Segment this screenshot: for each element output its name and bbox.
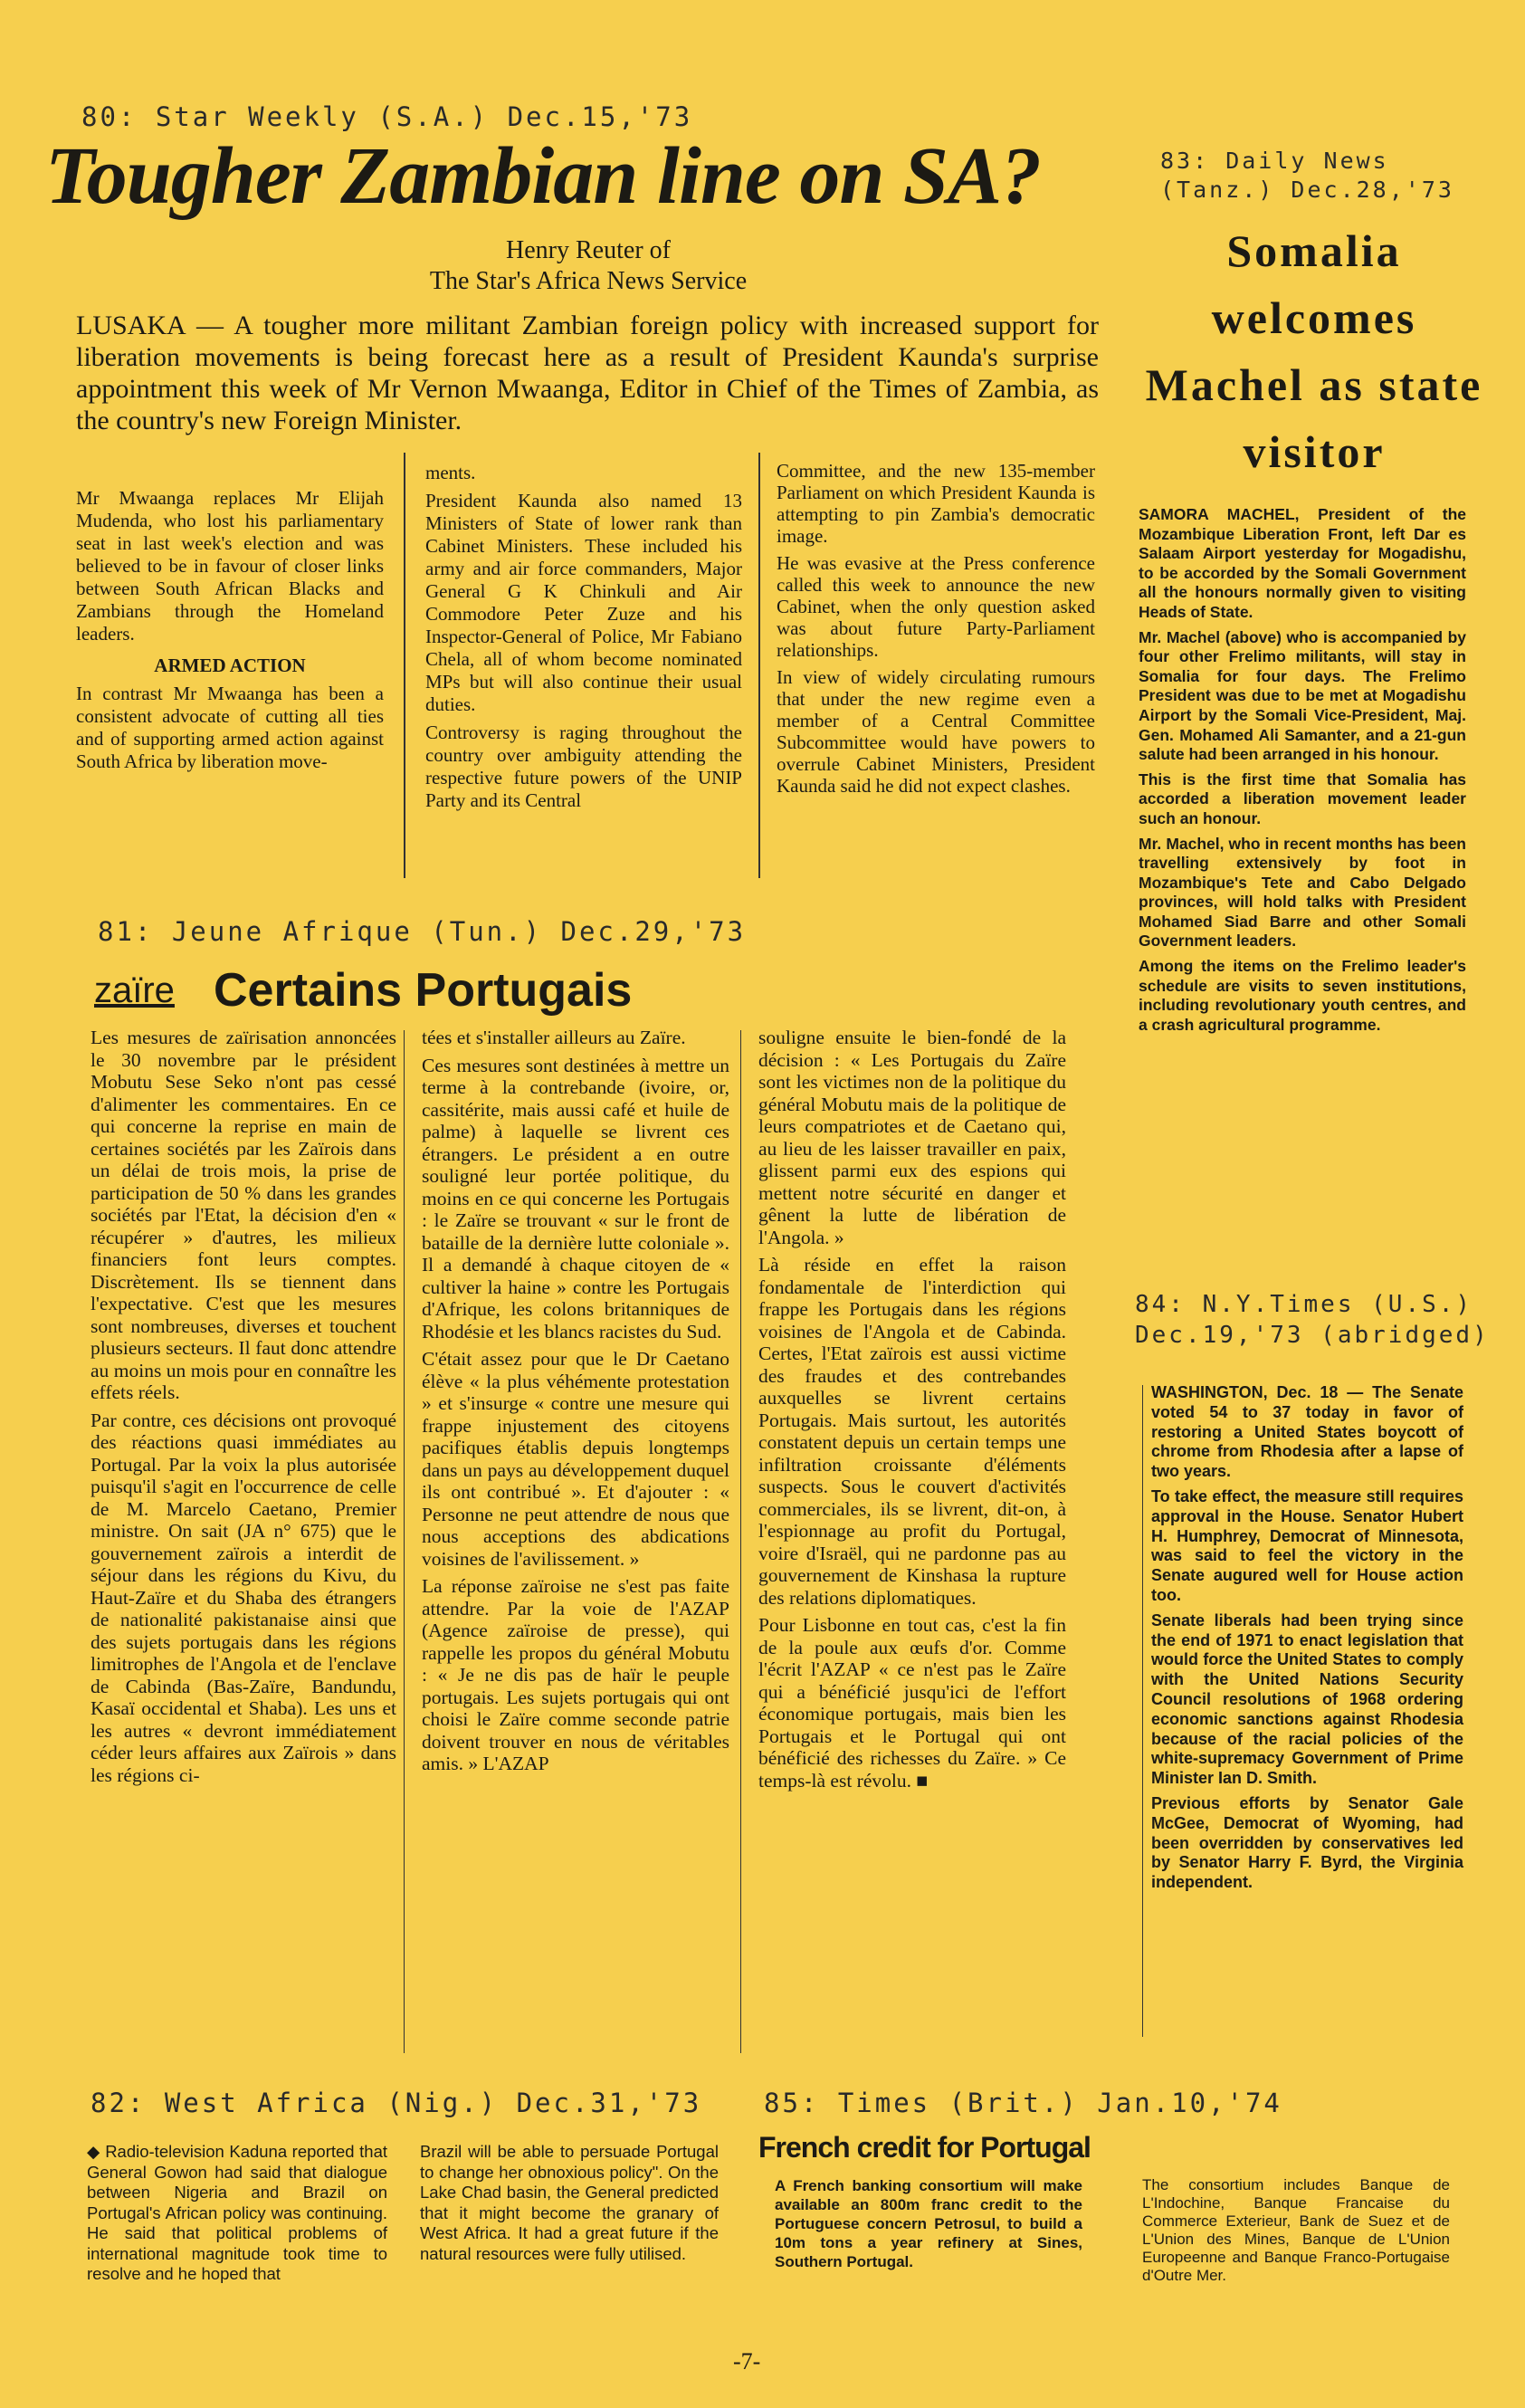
source-label-80: 80: Star Weekly (S.A.) Dec.15,'73: [81, 101, 693, 132]
paragraph: In contrast Mr Mwaanga has been a consistent advocate of cutting all ties and of supporting armed action against South Africa by liberation move-: [76, 683, 384, 772]
lead-paragraph-80: LUSAKA — A tougher more militant Zambian foreign policy with increased support for liberation movements is being forecast here as a result of President Kaunda's surprise appointment this week of Mr Vernon Mwaanga, Editor in Chief of the Times of Zambia, as the country's new Foreign Minister.: [76, 311, 1099, 435]
paragraph-text: Pour Lisbonne en tout cas, c'est la fin de la poule aux œufs d'or. Comme l'écrit l'AZAP « ce n'est pas le Zaïre qui a bénéficié jusqu'ici de l'effort économique portugais, mais bien les Portugais et le Portugal qui ont bénéficié des richesses du Zaïre. » Ce temps-là est révolu.: [758, 1614, 1066, 1792]
end-mark: ■: [916, 1769, 929, 1792]
paragraph: He was evasive at the Press conference called this week to announce the new Cabinet, when the only question asked was about future Party-Parliament relationships.: [777, 552, 1095, 661]
column-80-2: [425, 462, 742, 817]
paragraph: Ces mesures sont destinées à mettre un terme à la contrebande (ivoire, or, cassitérite, mais aussi café et huile de palme) à laquelle se livrent ces étrangers. Le président a en outre souligné leur portée politique, du moins en ce qui concerne les Portugais : le Zaïre se trouvant « sur le front de bataille de la dernière lutte coloniale ». Il a demandé à chaque citoyen de « cultiver la haine » contre les Portugais d'Afrique, les colons britanniques de Rhodésie et les blancs racistes du Sud.: [422, 1054, 729, 1343]
paragraph: [758, 1614, 1066, 1792]
paragraph: Mr Mwaanga replaces Mr Elijah Mudenda, who lost his parliamentary seat in last week's election and was believed to be in favour of closer links between South African Blacks and Zambians through the Homeland leaders.: [76, 487, 384, 645]
paragraph: Par contre, ces décisions ont provoqué des réactions quasi immédiates au Portugal. Par la voix la plus autorisée puisqu'il s'agit en l'occurrence de celle de M. Marcelo Caetano, Premier ministre. On sait (JA n° 675) que le gouvernement zaïrois a interdit de séjour dans les régions du Kivu, du Haut-Zaïre et du Shaba des étrangers de nationalité pakistanaise ainsi que des sujets portugais dans les régions limitrophes de l'Angola et de l'enclave de Cabinda (Bas-Zaïre, Bandundu, Kasaï occidental et Shaba). Les uns et les autres « devront immédiatement céder leurs affaires aux Zaïrois » dans les régions ci-: [91, 1409, 396, 1786]
byline-author: Henry Reuter of: [506, 236, 671, 264]
paragraph: Mr. Machel, who in recent months has been travelling extensively by foot in Mozambique's Tete and Cabo Delgado provinces, will hold talks with President Mohamed Siad Barre and other Somali Government leaders.: [1139, 834, 1466, 951]
paragraph: souligne ensuite le bien-fondé de la décision : « Les Portugais du Zaïre sont les victimes non de la politique du général Mobutu mais de la politique de leurs compatriotes et de Caetano qui, au lieu de les laisser travailler en paix, glissent parmi eux des espions qui mettent notre sécurité en danger et gênent la lutte de libération de l'Angola. »: [758, 1027, 1066, 1248]
paragraph: In view of widely circulating rumours that under the new regime even a member of a Central Committee Subcommittee would have powers to overrule Cabinet Ministers, President Kaunda said he did not expect clashes.: [777, 666, 1095, 797]
byline-80: [272, 235, 905, 297]
paragraph: President Kaunda also named 13 Ministers of State of lower rank than Cabinet Ministers. These included his army and air force commanders, Major General G K Chinkuli and Air Commodore Peter Zuze and his Inspector-General of Police, Mr Fabiano Chela, all of whom become nominated MPs but will also continue their usual duties.: [425, 490, 742, 715]
headline-81: Certains Portugais: [214, 964, 633, 1017]
column-82-1: [87, 2142, 387, 2285]
paragraph: La réponse zaïroise ne s'est pas faite attendre. Par la voie de l'AZAP (Agence zaïroise de presse), qui rappelle les propos du général Mobutu : « Je ne dis pas de haïr le peuple portugais. Les sujets portugais qui ont choisi le Zaïre comme seconde patrie doivent trouver en nous de véritables amis. » L'AZAP: [422, 1575, 729, 1774]
column-82-2: Brazil will be able to persuade Portugal to change her obnoxious policy". On the Lake Chad basin, the General predicted that it might become the granary of West Africa. It had a great future if the natural resources were fully utilised.: [420, 2142, 719, 2263]
column-81-2: [422, 1027, 729, 1781]
column-80-3: [777, 460, 1095, 802]
headline-83: Somalia welcomes Machel as state visitor: [1145, 225, 1483, 477]
paragraph: Les mesures de zaïrisation annoncées le 30 novembre par le président Mobutu Sese Seko n'ont pas cessé d'alimenter les commentaires. En ce qui concerne la reprise en main de certaines sociétés par les Zaïrois dans un délai de trois mois, la prise de participation de 50 % dans les grandes sociétés par l'Etat, la décision d'en « récupérer » d'autres, les milieux financiers font leurs comptes. Discrètement. Ils se tiennent dans l'expectative. C'est que les mesures sont nombreuses, diverses et touchent plusieurs secteurs. Il faut donc attendre au moins un mois pour en connaître les effets réels.: [91, 1027, 396, 1403]
paragraph: Radio-television Kaduna reported that General Gowon had said that dialogue between Nigeria and Brazil on Portugal's African policy was continuing. He said that political problems of international magnitude took time to resolve and he hoped that: [87, 2142, 387, 2283]
paragraph: ments.: [425, 462, 476, 483]
headline-80: Tougher Zambian line on SA?: [45, 131, 1041, 221]
subhead-armed-action: ARMED ACTION: [154, 655, 306, 676]
column-rule: [404, 453, 405, 878]
bullet-icon: ◆: [87, 2142, 100, 2161]
paragraph: Previous efforts by Senator Gale McGee, Democrat of Wyoming, had been overridden by conservatives led by Senator Harry F. Byrd, the Virginia independent.: [1151, 1793, 1463, 1892]
paragraph: C'était assez pour que le Dr Caetano élève « la plus véhémente protestation » et s'insurge « contre une mesure qui frappe injustement des citoyens pacifiques établis depuis longtemps dans un pays au développement duquel ils ont contribué ». Et d'ajouter : « Personne ne peut attendre de nous que nous acceptions des abdications voisines de l'avilissement. »: [422, 1348, 729, 1570]
paragraph: Committee, and the new 135-member Parliament on which President Kaunda is attempting to pin Zambia's democratic image.: [777, 460, 1095, 547]
paragraph: Là réside en effet la raison fondamentale de l'interdiction qui frappe les Portugais dans les régions voisines de l'Angola et de Cabinda. Certes, l'Etat zaïrois est aussi victime des fraudes et des contrebandes auxquelles se livrent certains Portugais. Mais surtout, les autorités constatent depuis un certain temps une infiltration croissante d'éléments suspects. Sous le couvert d'activités commerciales, ils se livrent, dit-on, à l'espionnage au profit du Portugal, voire d'Israël, qui ne pardonne pas au gouvernement de Kinshasa la rupture des relations diplomatiques.: [758, 1254, 1066, 1609]
source-label-83: 83: Daily News (Tanz.) Dec.28,'73: [1160, 148, 1454, 203]
source-label-85: 85: Times (Brit.) Jan.10,'74: [764, 2088, 1282, 2118]
column-rule: [1142, 1385, 1143, 2037]
page-number: -7-: [733, 2348, 761, 2375]
paragraph: SAMORA MACHEL, President of the Mozambique Liberation Front, left Dar es Salaam Airport yesterday for Mogadishu, to be accorded by the Somali Government all the honours normally given to visiting Heads of State.: [1139, 505, 1466, 621]
paragraph: WASHINGTON, Dec. 18 — The Senate voted 54 to 37 today in favor of restoring a United States boycott of chrome from Rhodesia after a lapse of two years.: [1151, 1383, 1463, 1481]
article-body-83: [1139, 505, 1466, 1040]
paragraph: This is the first time that Somalia has accorded a liberation movement leader such an honour.: [1139, 769, 1466, 827]
paragraph: Among the items on the Frelimo leader's schedule are visits to seven institutions, including revolutionary youth centres, and a crash agricultural programme.: [1139, 957, 1466, 1034]
column-80-1: [76, 487, 384, 779]
source-label-82: 82: West Africa (Nig.) Dec.31,'73: [91, 2088, 702, 2118]
paragraph: Mr. Machel (above) who is accompanied by four other Frelimo militants, will stay in Somalia for four days. The Frelimo President was due to be met at Mogadishu Airport by the Somali Vice-President, Maj. Gen. Mohamed Ali Samanter, and a 21-gun salute had been arranged in his honour.: [1139, 627, 1466, 764]
source-label-81: 81: Jeune Afrique (Tun.) Dec.29,'73: [98, 916, 747, 947]
column-81-1: [91, 1027, 396, 1792]
paragraph: To take effect, the measure still requires approval in the House. Senator Hubert H. Humphrey, Democrat of Minnesota, was said to feel the victory in the Senate augured well for House action too.: [1151, 1486, 1463, 1604]
paragraph: Senate liberals had been trying since the end of 1971 to enact legislation that would force the United States to comply with the United Nations Security Council resolutions of 1968 ordering economic sanctions against Rhodesia because of the racial policies of the white-supremacy Government of Prime Minister Ian D. Smith.: [1151, 1610, 1463, 1788]
byline-service: The Star's Africa News Service: [429, 267, 748, 295]
kicker-zaire: zaïre: [94, 970, 175, 1010]
paragraph: Controversy is raging throughout the country over ambiguity attending the respective future powers of the UNIP Party and its Central: [425, 721, 742, 811]
source-label-84: 84: N.Y.Times (U.S.) Dec.19,'73 (abridged): [1135, 1291, 1490, 1349]
column-85-1: A French banking consortium will make available an 800m franc credit to the Portuguese concern Petrosul, to build a 10m tons a year refinery at Sines, Southern Portugal.: [775, 2177, 1082, 2270]
article-body-84: [1151, 1383, 1463, 1898]
column-81-3: [758, 1027, 1066, 1797]
column-85-2: The consortium includes Banque de L'Indochine, Banque Francaise du Commerce Exterieur, Bank de Suez et de L'Union des Mines, Banque de L'Union Europeenne and Banque Franco-Portugaise d'Outre Mer.: [1142, 2176, 1450, 2284]
column-rule: [740, 1030, 741, 2053]
headline-85: French credit for Portugal: [758, 2131, 1091, 2164]
column-rule: [758, 453, 760, 878]
column-rule: [404, 1030, 405, 2053]
paragraph: tées et s'installer ailleurs au Zaïre.: [422, 1027, 686, 1048]
